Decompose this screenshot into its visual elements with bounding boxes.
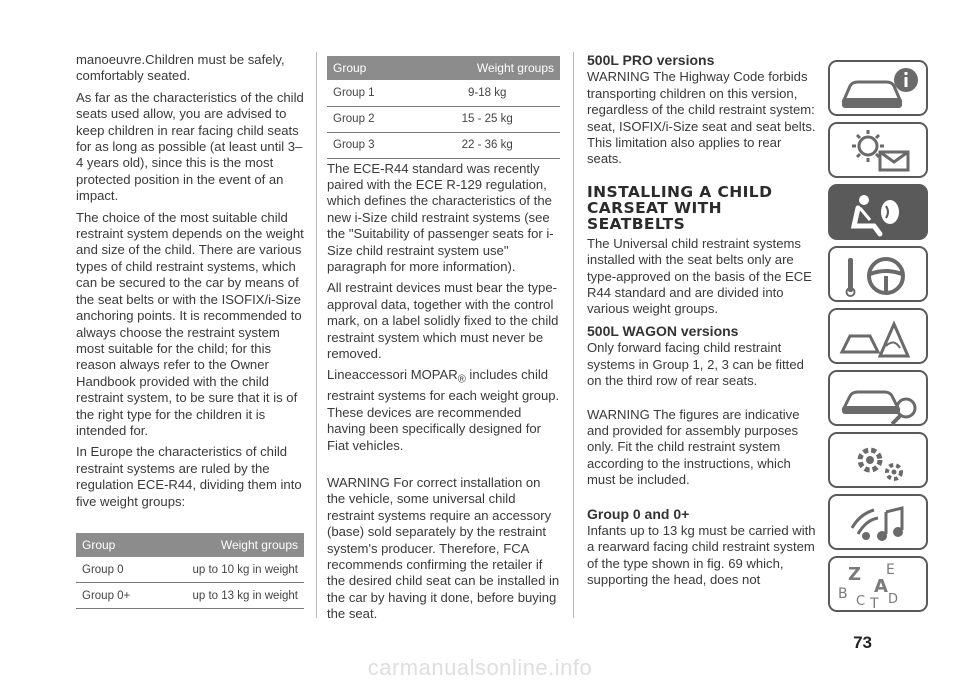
- heading-wagon-versions: 500L WAGON versions: [587, 322, 739, 339]
- paragraph: [327, 367, 560, 454]
- paragraph-text: includes child restraint systems for each weight group. These devices are recommended having been specifically designed for Fiat vehicles.: [327, 367, 560, 453]
- page-number: 73: [853, 633, 872, 652]
- multimedia-icon: [830, 496, 930, 552]
- table-cell: up to 10 kg in weight: [153, 557, 304, 583]
- heading-group-0: Group 0 and 0+: [587, 505, 690, 522]
- table-header-group: Group: [76, 533, 153, 557]
- table-row: [327, 80, 560, 106]
- seat-airbag-icon: [830, 186, 930, 242]
- paragraph: The ECE-R44 standard was recently paired with the ECE R-129 regulation, which defines the characteristics of the new i-Size child restraint systems (see the "Suitability of passenger seats for i-Size child restraint system use" paragraph for more information).: [327, 160, 554, 274]
- table-cell: Group 0+: [76, 583, 153, 609]
- column-left: [76, 52, 304, 611]
- paragraph: All restraint devices must bear the type-approval data, together with the control mark, on a label solidly fixed to the child restraint system which must never be removed.: [327, 280, 559, 361]
- paragraph: Infants up to 13 kg must be carried with a rearward facing child restraint system of the type shown in fig. 69 which, supporting the head, does not: [587, 522, 816, 588]
- heading-pro-versions: 500L PRO versions: [587, 52, 715, 68]
- paragraph: As far as the characteristics of the child seats used allow, you are advised to keep children in rear facing child seats for as long as possible (at least until 3–4 years old), since this is the most protected position in the event of an impact.: [76, 89, 304, 204]
- column-divider: [573, 52, 574, 618]
- weight-groups-table: [76, 533, 304, 610]
- index-letter: A: [874, 576, 888, 597]
- paragraph: The choice of the most suitable child restraint system depends on the weight and size of the child. There are various types of child restraint systems, which can be secured to the car by means of the seat belts or with the ISOFIX/i-Size anchoring points. It is recommended to always choose the restraint system most suitable for the child; for this reason always refer to the Owner Handbook provided with the child restraint system, to be sure that it is of the right type for the children it is intended for.: [76, 209, 304, 438]
- paragraph: In Europe the characteristics of child restraint systems are ruled by the regulation ECE-R44, dividing them into five weight groups:: [76, 444, 302, 509]
- warning-text: WARNING The Highway Code forbids transporting children on this version, regardless of the child restraint system: seat, ISOFIX/i-Size seat and seat belts. This limitation also applies to rear seats.: [587, 69, 816, 167]
- paragraph: manoeuvre.Children must be safely, comfortably seated.: [76, 52, 285, 84]
- tab-safety[interactable]: [828, 184, 928, 240]
- car-info-icon: [830, 62, 930, 118]
- registered-mark: ®: [457, 373, 466, 386]
- table-header-row: [76, 533, 304, 557]
- lights-message-icon: [830, 124, 930, 180]
- tab-lights[interactable]: [828, 122, 928, 178]
- table-row: [76, 583, 304, 609]
- table-cell: 9-18 kg: [414, 80, 560, 106]
- section-heading: INSTALLING A CHILD CARSEAT WITH SEATBELTS: [587, 182, 773, 233]
- tab-technical-data[interactable]: [828, 432, 928, 488]
- table-cell: Group 1: [327, 80, 414, 106]
- paragraph: Only forward facing child restraint systems in Group 1, 2, 3 can be fitted on the third row of rear seats.: [587, 340, 804, 389]
- table-cell: 15 - 25 kg: [414, 106, 560, 132]
- tab-starting-driving[interactable]: [828, 246, 928, 302]
- alphabetical-index-icon: [830, 558, 930, 614]
- watermark: carmanualsonline.info: [367, 655, 593, 680]
- column-right: [587, 52, 819, 594]
- weight-groups-table: [327, 56, 560, 159]
- tab-multimedia[interactable]: [828, 494, 928, 550]
- index-letter: C: [856, 594, 866, 609]
- index-letter: E: [886, 562, 895, 578]
- column-divider: [316, 52, 317, 618]
- mopar-brand: Lineaccessori MOPAR: [327, 367, 458, 383]
- table-header-group: Group: [327, 56, 414, 80]
- index-letter: D: [888, 592, 899, 607]
- table-row: [327, 132, 560, 158]
- table-header-weight: Weight groups: [153, 533, 304, 557]
- index-letter: Z: [848, 564, 862, 585]
- tab-index[interactable]: [828, 556, 928, 612]
- table-header-row: [327, 56, 560, 80]
- table-cell: 22 - 36 kg: [414, 132, 560, 158]
- column-middle: [327, 56, 560, 628]
- warning-car-icon: [830, 310, 930, 366]
- tab-emergency[interactable]: [828, 308, 928, 364]
- table-header-weight: Weight groups: [414, 56, 560, 80]
- table-cell: Group 2: [327, 106, 414, 132]
- key-steering-icon: [830, 248, 930, 304]
- warning-text: WARNING The figures are indicative and provided for assembly purposes only. Fit the child restraint system according to the instructions, which must be included.: [587, 406, 800, 488]
- warning-text: WARNING For correct installation on the vehicle, some universal child restraint systems require an accessory (base) sold separately by the restraint system's producer. Therefore, FCA recommends confirming the retailer if the desired child seat can be installed in the car by having it done, before buying the seat.: [327, 475, 560, 622]
- paragraph: The Universal child restraint systems installed with the seat belts only are type-approved on the basis of the ECE R44 standard and are divided into various weight groups.: [587, 235, 812, 317]
- index-letter: B: [838, 586, 848, 602]
- table-cell: Group 0: [76, 557, 153, 583]
- tab-dashboard[interactable]: [828, 60, 928, 116]
- table-row: [76, 557, 304, 583]
- table-row: [327, 106, 560, 132]
- tab-maintenance[interactable]: [828, 370, 928, 426]
- table-cell: up to 13 kg in weight: [153, 583, 304, 609]
- index-letter: T: [870, 596, 879, 612]
- table-cell: Group 3: [327, 132, 414, 158]
- gear-tools-icon: [830, 434, 930, 490]
- car-service-icon: [830, 372, 930, 428]
- chapter-sidebar: [828, 60, 928, 618]
